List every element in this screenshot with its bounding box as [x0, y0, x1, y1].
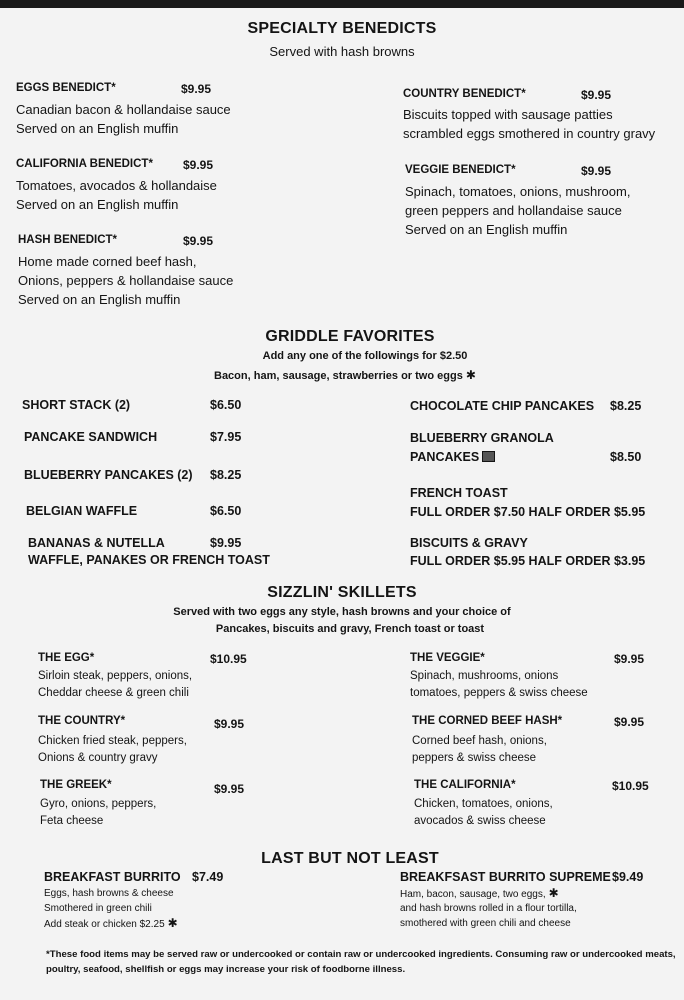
starburst-icon: ✱ [548, 886, 559, 900]
section-subtitle-griddle: Add any one of the followings for $2.50 [262, 350, 468, 362]
item-name: SHORT STACK (2) [22, 398, 131, 412]
section-title-skillets: SIZZLIN' SKILLETS [267, 584, 417, 601]
item-desc: scrambled eggs smothered in country gravy [403, 126, 656, 141]
item-desc: green peppers and hollandaise sauce [405, 203, 622, 218]
item-desc: Cheddar cheese & green chili [38, 687, 189, 699]
item-price: $7.49 [192, 870, 224, 884]
item-price: $6.50 [210, 504, 242, 518]
item-price: $9.95 [214, 717, 245, 731]
item-price: $8.25 [210, 468, 242, 482]
item-price: $10.95 [612, 779, 649, 793]
section-title-specialty: SPECIALTY BENEDICTS [247, 20, 437, 37]
item-name: BISCUITS & GRAVY [410, 536, 528, 550]
item-name: FRENCH TOAST [410, 486, 508, 500]
item-desc-extra: Ham, bacon, sausage, two eggs, ✱ [400, 886, 559, 900]
item-price: $9.95 [181, 82, 212, 96]
item-desc: Smothered in green chili [44, 903, 152, 914]
item-desc: Tomatoes, avocados & hollandaise [16, 178, 217, 193]
item-price: $9.95 [210, 536, 242, 550]
item-desc: Served on an English muffin [405, 222, 568, 237]
item-price: $9.95 [581, 88, 612, 102]
item-price: $10.95 [210, 652, 247, 666]
item-name-line2: FULL ORDER $7.50 HALF ORDER $5.95 [410, 505, 646, 519]
item-name: THE GREEK* [40, 779, 112, 791]
item-price: $9.95 [581, 164, 612, 178]
item-desc: and hash browns rolled in a flour tortilla, [400, 903, 577, 914]
item-desc: Onions & country gravy [38, 752, 158, 764]
item-desc-extra: Add steak or chicken $2.25 ✱ [44, 916, 178, 930]
item-desc: Home made corned beef hash, [18, 254, 197, 269]
item-desc: Spinach, tomatoes, onions, mushroom, [405, 184, 631, 199]
item-desc: Gyro, onions, peppers, [40, 798, 157, 810]
item-desc: Chicken, tomatoes, onions, [414, 798, 553, 810]
item-name-line2: WAFFLE, PANAKES OR FRENCH TOAST [28, 553, 270, 567]
item-name: THE EGG* [38, 652, 95, 664]
top-border [0, 0, 684, 8]
item-desc: Onions, peppers & hollandaise sauce [18, 273, 234, 288]
item-name: BANANAS & NUTELLA [28, 536, 165, 550]
section-subtitle-skillets: Served with two eggs any style, hash browns and your choice of [173, 606, 511, 618]
item-name: BELGIAN WAFFLE [26, 504, 138, 518]
food-safety-disclaimer: *These food items may be served raw or undercooked or contain raw or undercooked ingredients. Consuming raw or undercooked meats, poultry, seafood, shellfish or eggs may increase your risk of foodborne illness. [46, 949, 676, 975]
item-price: $9.49 [612, 870, 644, 884]
item-desc: Feta cheese [40, 815, 104, 827]
item-name: THE COUNTRY* [38, 715, 126, 727]
item-price: $6.50 [210, 398, 242, 412]
item-desc: Biscuits topped with sausage patties [403, 107, 613, 122]
item-desc: smothered with green chili and cheese [400, 918, 571, 929]
item-name: EGGS BENEDICT* [16, 82, 116, 94]
item-name: THE VEGGIE* [410, 652, 485, 664]
item-price: $9.95 [183, 158, 214, 172]
item-price: $9.95 [614, 715, 645, 729]
item-name-line2: PANCAKES [410, 448, 495, 467]
vegetarian-icon [482, 451, 495, 462]
item-desc: Canadian bacon & hollandaise sauce [16, 102, 231, 117]
item-desc: Served on an English muffin [16, 121, 179, 136]
item-name: VEGGIE BENEDICT* [405, 164, 516, 176]
section-title-last: LAST BUT NOT LEAST [261, 850, 439, 867]
item-name: BLUEBERRY PANCAKES (2) [24, 468, 193, 482]
item-price: $9.95 [214, 782, 245, 796]
starburst-icon: ✱ [167, 916, 178, 930]
item-desc: peppers & swiss cheese [412, 752, 537, 764]
section-subtitle-specialty: Served with hash browns [269, 44, 415, 59]
item-name: CALIFORNIA BENEDICT* [16, 158, 153, 170]
item-desc: Spinach, mushrooms, onions [410, 670, 559, 682]
section-title-griddle: GRIDDLE FAVORITES [265, 328, 435, 345]
item-desc: Served on an English muffin [18, 292, 181, 307]
item-name: HASH BENEDICT* [18, 234, 118, 246]
item-name: BREAKFAST BURRITO [44, 870, 181, 884]
item-name: BREAKFSAST BURRITO SUPREME [400, 870, 611, 884]
item-desc: Eggs, hash browns & cheese [44, 888, 174, 899]
section-subtitle-griddle-extras: Bacon, ham, sausage, strawberries or two eggs ✱ [214, 368, 476, 382]
item-name: THE CALIFORNIA* [414, 779, 516, 791]
item-name: COUNTRY BENEDICT* [403, 88, 526, 100]
section-subtitle-skillets-2: Pancakes, biscuits and gravy, French toast or toast [215, 623, 485, 635]
item-desc: tomatoes, peppers & swiss cheese [410, 687, 588, 699]
item-name: PANCAKE SANDWICH [24, 430, 158, 444]
starburst-icon: ✱ [465, 368, 476, 382]
item-price: $8.25 [610, 399, 642, 413]
item-price: $8.50 [610, 450, 642, 464]
item-name-line2: FULL ORDER $5.95 HALF ORDER $3.95 [410, 554, 646, 568]
item-price: $7.95 [210, 430, 242, 444]
item-desc: Corned beef hash, onions, [412, 735, 547, 747]
item-price: $9.95 [614, 652, 645, 666]
item-desc: Served on an English muffin [16, 197, 179, 212]
item-name: CHOCOLATE CHIP PANCAKES [410, 399, 595, 413]
item-name: THE CORNED BEEF HASH* [412, 715, 563, 727]
item-price: $9.95 [183, 234, 214, 248]
item-desc: Sirloin steak, peppers, onions, [38, 670, 193, 682]
item-desc: Chicken fried steak, peppers, [38, 735, 187, 747]
item-desc: avocados & swiss cheese [414, 815, 546, 827]
item-name: BLUEBERRY GRANOLA [410, 431, 554, 445]
